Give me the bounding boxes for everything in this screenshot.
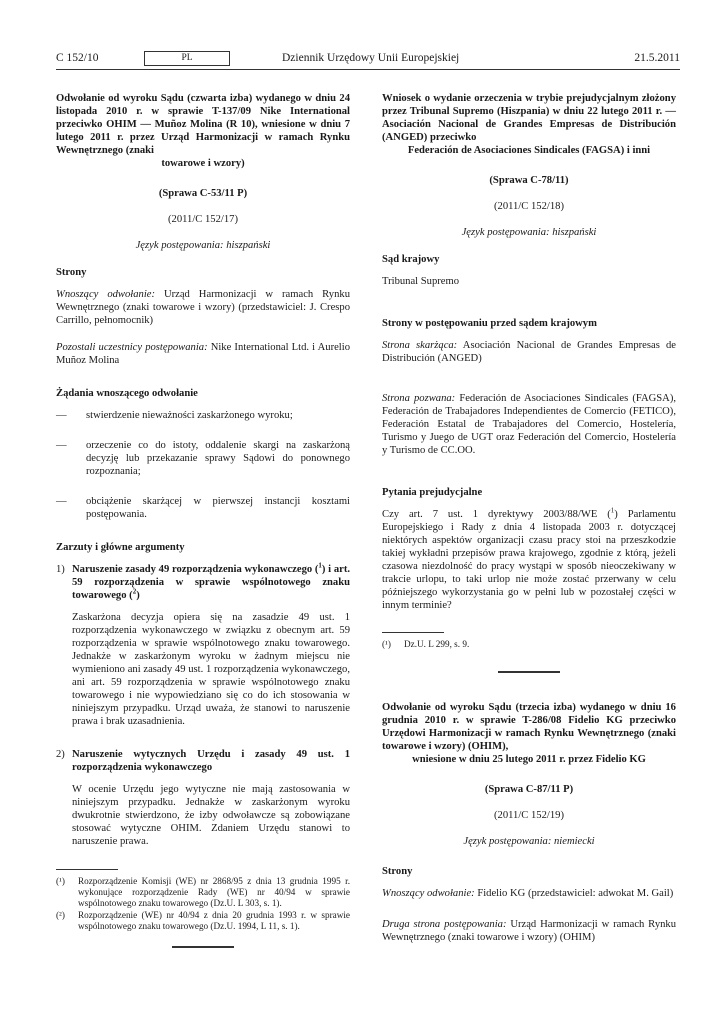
notice-title-c87: Odwołanie od wyroku Sądu (trzecia izba) wydanego w dniu 16 grudnia 2010 r. w sprawie T-286/08 Fidelio KG przeciwko Urzędowi Harmonizacji w ramach Rynku Wewnętrznego (znaki towarowe i wzory) (OHIM), wniesione w dniu 25 lutego 2011 r. przez Fidelio KG <box>382 702 676 765</box>
page-header <box>56 50 680 68</box>
parties-heading: Strony <box>382 866 413 877</box>
journal-title: Dziennik Urzędowy Unii Europejskiej <box>282 52 460 64</box>
footnote-2: (²) Rozporządzenie (WE) nr 40/94 z dnia 20 grudnia 1993 r. w sprawie wspólnotowego znaku towarowego (Dz.U. 1994, L 11, s. 1). <box>56 910 350 931</box>
footnote-1: (¹) Rozporządzenie Komisji (WE) nr 2868/95 z dnia 13 grudnia 1995 r. wykonujące rozporządzenie Rady (WE) nr 40/94 w sprawie wspólnotowego znaku towarowego (Dz.U. L 303, s. 1). <box>56 876 350 908</box>
left-column <box>56 92 350 948</box>
case-number: (Sprawa C-53/11 P) <box>158 188 248 199</box>
language-code-box: PL <box>144 51 230 66</box>
section-separator <box>498 671 560 673</box>
language-of-case: Język postępowania: niemiecki <box>463 836 595 847</box>
page-reference: C 152/10 <box>56 52 99 64</box>
defendant-paragraph: Strona pozwana: Federación de Asociaciones Sindicales (FAGSA), Federación de Trabajadores Independientes de Comercio (FETICO), Federación Estatal de Trabajadores del Comercio, Hostelería, Turismo y Juego de UGT oraz Federación del Comercio, Hostelería y Turismo de CC.OO. <box>382 393 676 456</box>
national-court: Tribunal Supremo <box>382 276 460 287</box>
other-party-paragraph: Druga strona postępowania: Urząd Harmonizacji w ramach Rynku Wewnętrznego (znaki towarowe i wzory) (OHIM) <box>382 919 677 943</box>
claims-heading: Żądania wnoszącego odwołanie <box>56 388 198 399</box>
plea-1-title: 1) Naruszenie zasady 49 rozporządzenia wykonawczego ($^1$) i art. 59 rozporządzenia w sprawie wspólnotowego znaku towarowego ($^2$) <box>56 561 350 601</box>
notice-title-c78: Wniosek o wydanie orzeczenia w trybie prejudycjalnym złożony przez Tribunal Supremo (Hiszpania) w dniu 22 lutego 2011 r. — Asociación Nacional de Grandes Empresas de Distribución (ANGED) przeciwko Federación de Asociaciones Sindicales (FAGSA) i inni <box>382 93 676 156</box>
plea-1-text: Zaskarżona decyzja opiera się na zasadzie 49 ust. 1 rozporządzenia wykonawczego w związku z obecnym art. 59 rozporządzenia w sprawie wspólnotowego znaku towarowego. Jednakże w zaskarżonym wyroku w żadnym miejscu nie wymieniono ani zasady 49 ust. 1 rozporządzenia wykonawczego, ani art. 59 rozporządzenia w sprawie wspólnotowego znaku towarowego i nie wypowiedziano się co do ich stosowania w niniejszym przypadku. Urząd uważa, że stanowi to naruszenie prawa i brak uzasadnienia. <box>72 612 350 727</box>
header-rule <box>56 69 680 70</box>
oj-reference: (2011/C 152/18) <box>494 201 564 212</box>
case-number: (Sprawa C-87/11 P) <box>484 784 574 795</box>
footnote-rule <box>382 632 444 633</box>
plea-2-text: W ocenie Urzędu jego wytyczne nie mają zastosowania w niniejszym przypadku. Jednakże w zaskarżonym wyroku dwukrotnie stwierdzono, że izby odwoławcze są zobowiązane stosować wytyczne OHIM. Zdaniem Urzędu stanowi to naruszenie prawa. <box>72 784 350 847</box>
appellant-paragraph: Wnoszący odwołanie: Urząd Harmonizacji w ramach Rynku Wewnętrznego (znaki towarowe i wzory) (przedstawiciel: J. Crespo Carrillo, pełnomocnik) <box>56 289 350 326</box>
questions-heading: Pytania prejudycjalne <box>382 487 483 498</box>
plea-2-title: 2) Naruszenie wytycznych Urzędu i zasady 49 ust. 1 rozporządzenia wykonawczego <box>56 749 350 773</box>
notice-title-c53: Odwołanie od wyroku Sądu (czwarta izba) wydanego w dniu 24 listopada 2010 r. w sprawie T-137/09 Nike International przeciwko OHIM — Muñoz Molina (R 10), wniesione w dniu 7 lutego 2011 r. przez Urząd Harmonizacji w ramach Rynku Wewnętrznego (znaki towarowe i wzory) <box>56 93 351 169</box>
claim-item: — orzeczenie co do istoty, oddalenie skargi na zaskarżoną decyzję lub przekazanie sprawy Sądowi do ponownego rozpoznania; <box>56 440 350 477</box>
footnote-rule <box>56 869 118 870</box>
section-separator <box>172 946 234 948</box>
oj-reference: (2011/C 152/19) <box>494 810 564 821</box>
language-of-case: Język postępowania: hiszpański <box>461 227 597 238</box>
claimant-paragraph: Strona skarżąca: Asociación Nacional de Grandes Empresas de Distribución (ANGED) <box>382 340 676 364</box>
case-number: (Sprawa C-78/11) <box>489 175 569 186</box>
footnote-1: (¹) Dz.U. L 299, s. 9. <box>382 639 470 649</box>
other-parties-paragraph: Pozostali uczestnicy postępowania: Nike International Ltd. i Aurelio Muñoz Molina <box>56 342 350 366</box>
appellant-paragraph: Wnoszący odwołanie: Fidelio KG (przedstawiciel: adwokat M. Gail) <box>382 888 674 899</box>
claim-item: — obciążenie skarżącej w pierwszej instancji kosztami postępowania. <box>56 496 350 520</box>
language-of-case: Język postępowania: hiszpański <box>135 240 271 251</box>
question-paragraph: Czy art. 7 ust. 1 dyrektywy 2003/88/WE ($^1$) Parlamentu Europejskiego i Rady z dnia 4 listopada 2003 r. dotyczącej niektórych aspektów organizacji czasu pracy stoi na przeszkodzie takiej wykładni przepisów prawa krajowego, zgodnie z którą, jeżeli czasowa niezdolność do pracy wystąpi w sposób nieoczekiwany w trakcie urlopu, to taki urlop nie może zostać przerwany w celu późniejszego wykorzystania go w pełni lub w pozostałej części w innym terminie? <box>382 506 676 611</box>
national-court-heading: Sąd krajowy <box>382 254 440 265</box>
right-column <box>382 92 676 944</box>
parties-heading: Strony w postępowaniu przed sądem krajowym <box>382 318 597 329</box>
publication-date: 21.5.2011 <box>634 52 680 64</box>
pleas-heading: Zarzuty i główne argumenty <box>56 542 185 553</box>
parties-heading: Strony <box>56 267 87 278</box>
oj-reference: (2011/C 152/17) <box>168 214 238 225</box>
claim-item: — stwierdzenie nieważności zaskarżonego wyroku; <box>56 410 293 421</box>
